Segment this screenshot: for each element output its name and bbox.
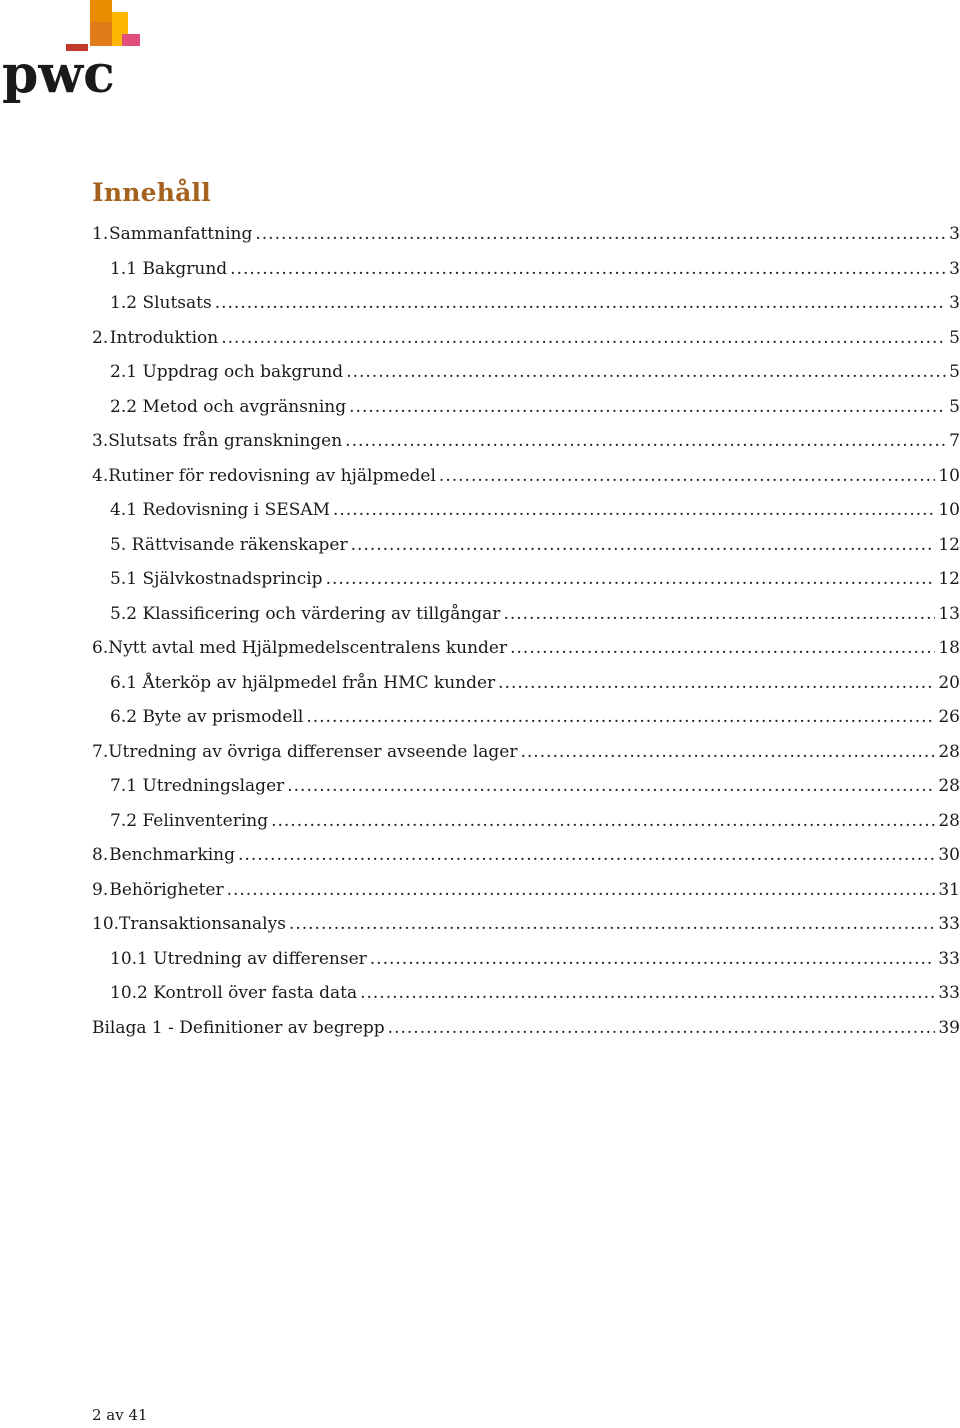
toc-entry[interactable]: [92, 500, 960, 535]
toc-entry-label: Behörigheter: [109, 879, 224, 900]
toc-entry-page-number: 10: [938, 465, 960, 486]
toc-entry-label: Sammanfattning: [108, 224, 253, 244]
toc-entry-number: 9.: [92, 879, 109, 900]
toc-entry-page-number: 7: [949, 431, 960, 451]
toc-entry-page-number: 33: [938, 983, 960, 1003]
toc-entry-number: 8.: [92, 845, 109, 865]
table-of-contents: [92, 224, 960, 1052]
toc-entry-label: 2.1 Uppdrag och bakgrund: [110, 362, 344, 382]
toc-entry-label: 5.2 Klassificering och värdering av tillgångar: [110, 603, 501, 624]
toc-entry-label: 4.1 Redovisning i SESAM: [110, 500, 331, 520]
toc-entry[interactable]: [92, 431, 960, 466]
toc-entry-number: 2.: [92, 327, 109, 348]
toc-entry-number: 4.: [92, 465, 109, 486]
toc-entry-leader-dots: [439, 466, 935, 486]
toc-entry-leader-dots: [271, 811, 935, 831]
toc-entry-leader-dots: [370, 949, 936, 969]
toc-entry[interactable]: [92, 328, 960, 363]
toc-entry-page-number: 26: [938, 707, 960, 727]
toc-entry-page-number: 33: [938, 948, 960, 969]
toc-entry-page-number: 3: [949, 258, 960, 279]
toc-entry-leader-dots: [351, 535, 936, 555]
toc-entry-page-number: 30: [938, 845, 960, 865]
toc-entry[interactable]: [92, 466, 960, 501]
toc-entry[interactable]: [92, 811, 960, 846]
toc-entry-number: 1.: [92, 224, 109, 244]
toc-entry[interactable]: [92, 604, 960, 639]
toc-entry[interactable]: [92, 673, 960, 708]
toc-entry-leader-dots: [230, 259, 946, 279]
toc-entry-page-number: 3: [949, 224, 960, 244]
toc-entry-page-number: 20: [938, 672, 960, 693]
toc-entry-leader-dots: [346, 362, 946, 382]
toc-entry-leader-dots: [227, 880, 936, 900]
toc-entry-leader-dots: [360, 983, 935, 1003]
pwc-logo-mark: [0, 0, 150, 110]
toc-entry-label: 6.2 Byte av prismodell: [110, 707, 304, 727]
toc-entry-label: 2.2 Metod och avgränsning: [110, 396, 347, 417]
toc-entry-page-number: 13: [938, 603, 960, 624]
toc-entry-page-number: 10: [938, 500, 960, 520]
toc-entry-label: 1.1 Bakgrund: [110, 258, 228, 279]
toc-entry[interactable]: [92, 949, 960, 984]
toc-entry-label: Benchmarking: [109, 845, 236, 865]
toc-entry-leader-dots: [345, 431, 946, 451]
logo-block-pink: [122, 34, 140, 46]
toc-entry-page-number: 33: [938, 914, 960, 934]
toc-entry-number: 6.: [92, 638, 109, 658]
toc-entry-leader-dots: [238, 845, 935, 865]
toc-entry[interactable]: [92, 776, 960, 811]
toc-entry-leader-dots: [287, 776, 935, 796]
toc-entry-label: Utredning av övriga differenser avseende lager: [108, 741, 518, 762]
toc-entry-leader-dots: [221, 328, 946, 348]
toc-entry[interactable]: [92, 569, 960, 604]
toc-entry-leader-dots: [498, 673, 935, 693]
toc-entry-label: 6.1 Återköp av hjälpmedel från HMC kunder: [110, 672, 496, 693]
toc-entry-page-number: 5: [949, 396, 960, 417]
toc-entry[interactable]: [92, 362, 960, 397]
toc-entry[interactable]: [92, 845, 960, 880]
toc-entry-label: 7.2 Felinventering: [110, 810, 269, 831]
toc-entry[interactable]: [92, 293, 960, 328]
toc-entry-leader-dots: [503, 604, 935, 624]
toc-entry-label: 10.1 Utredning av differenser: [110, 948, 367, 969]
toc-entry-label: 1.2 Slutsats: [110, 293, 212, 313]
toc-entry-label: Rutiner för redovisning av hjälpmedel: [108, 465, 436, 486]
logo-block-orange: [90, 0, 112, 22]
toc-entry-leader-dots: [326, 569, 936, 589]
toc-entry-label: 5. Rättvisande räkenskaper: [110, 534, 348, 555]
toc-entry-leader-dots: [349, 397, 946, 417]
toc-entry[interactable]: [92, 880, 960, 915]
toc-entry-leader-dots: [520, 742, 935, 762]
toc-entry-leader-dots: [333, 500, 935, 520]
page-indicator: 2 av 41: [92, 1406, 148, 1424]
toc-entry-label: Introduktion: [109, 327, 219, 348]
toc-entry[interactable]: [92, 983, 960, 1018]
toc-entry-label: 7.1 Utredningslager: [110, 776, 285, 796]
toc-entry-label: Nytt avtal med Hjälpmedelscentralens kunder: [108, 638, 508, 658]
toc-entry-page-number: 28: [938, 776, 960, 796]
toc-entry-number: 3.: [92, 431, 109, 451]
toc-entry-leader-dots: [510, 638, 935, 658]
toc-entry-page-number: 5: [949, 327, 960, 348]
toc-entry-page-number: 31: [938, 879, 960, 900]
toc-entry[interactable]: [92, 397, 960, 432]
toc-entry-label: 10.2 Kontroll över fasta data: [110, 983, 358, 1003]
logo-wordmark: pwc: [2, 44, 115, 105]
pwc-logo: [0, 0, 150, 110]
toc-entry-label: 5.1 Självkostnadsprincip: [110, 569, 323, 589]
toc-entry-leader-dots: [215, 293, 946, 313]
toc-entry[interactable]: [92, 914, 960, 949]
toc-entry[interactable]: [92, 742, 960, 777]
toc-entry[interactable]: [92, 1018, 960, 1053]
toc-entry-page-number: 39: [938, 1017, 960, 1038]
toc-entry-number: 7.: [92, 741, 109, 762]
toc-entry[interactable]: [92, 259, 960, 294]
toc-entry-page-number: 5: [949, 362, 960, 382]
logo-block-amber: [90, 22, 112, 46]
toc-entry[interactable]: [92, 535, 960, 570]
toc-entry[interactable]: [92, 638, 960, 673]
toc-entry-page-number: 12: [938, 534, 960, 555]
toc-entry-page-number: 3: [949, 293, 960, 313]
toc-entry-page-number: 28: [938, 741, 960, 762]
toc-entry-leader-dots: [289, 914, 935, 934]
toc-entry-label: Slutsats från granskningen: [108, 431, 343, 451]
toc-entry-leader-dots: [255, 224, 946, 244]
toc-entry-page-number: 12: [938, 569, 960, 589]
toc-title: Innehåll: [92, 178, 211, 207]
toc-entry[interactable]: [92, 224, 960, 259]
toc-entry[interactable]: [92, 707, 960, 742]
toc-entry-leader-dots: [388, 1018, 936, 1038]
toc-entry-number: 10.: [92, 914, 120, 934]
toc-entry-page-number: 28: [938, 810, 960, 831]
toc-entry-page-number: 18: [938, 638, 960, 658]
toc-entry-label: Transaktionsanalys: [119, 914, 286, 934]
toc-entry-label: Bilaga 1 - Definitioner av begrepp: [92, 1017, 385, 1038]
toc-entry-leader-dots: [306, 707, 935, 727]
